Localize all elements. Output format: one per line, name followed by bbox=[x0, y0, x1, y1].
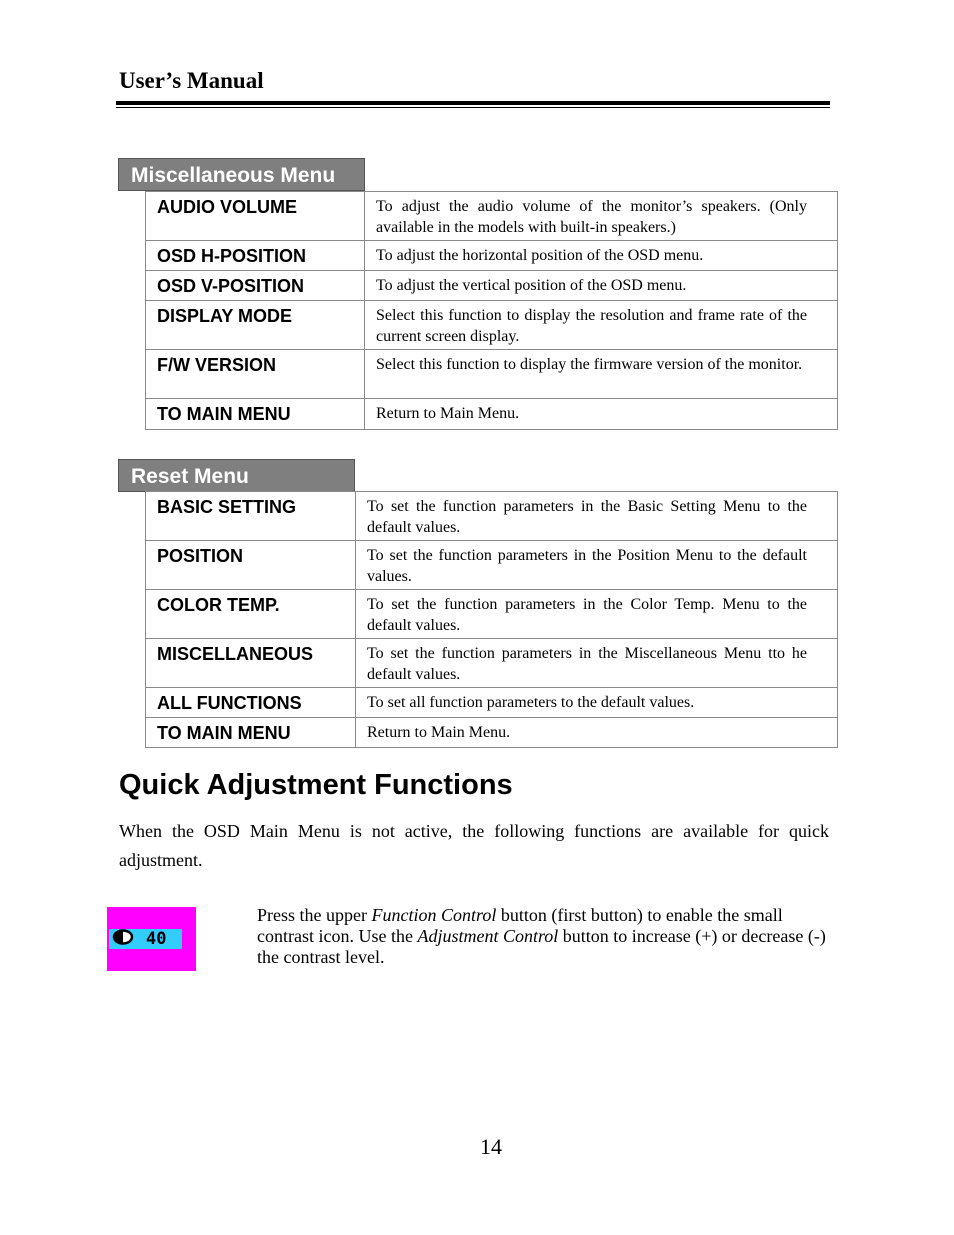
desc-text: button (first button) to enable the small contrast icon. Use the bbox=[257, 905, 783, 946]
table-row bbox=[146, 271, 838, 301]
menu-item-key: MISCELLANEOUS bbox=[146, 639, 356, 688]
menu-item-key: ALL FUNCTIONS bbox=[146, 688, 356, 718]
osd-contrast-value: 40 bbox=[146, 929, 167, 949]
menu-item-desc: Select this function to display the resolution and frame rate of the current screen display. bbox=[365, 301, 838, 350]
header-rule-thick bbox=[116, 101, 830, 105]
desc-text: Press the upper bbox=[257, 905, 372, 925]
contrast-icon bbox=[112, 929, 134, 950]
menu-item-desc: To adjust the audio volume of the monitor’s speakers. (Only available in the models with built-in speakers.) bbox=[365, 192, 838, 241]
menu-item-key: TO MAIN MENU bbox=[146, 399, 365, 430]
table-row bbox=[146, 590, 838, 639]
menu-item-key: BASIC SETTING bbox=[146, 492, 356, 541]
menu-item-key: F/W VERSION bbox=[146, 350, 365, 399]
menu-item-desc: To adjust the vertical position of the OSD menu. bbox=[365, 271, 838, 301]
reset-menu-title: Reset Menu bbox=[118, 459, 355, 492]
menu-item-key: OSD V-POSITION bbox=[146, 271, 365, 301]
table-row bbox=[146, 241, 838, 271]
desc-text: button to increase (+) or decrease (-) the contrast level. bbox=[257, 926, 826, 967]
table-row bbox=[146, 350, 838, 399]
page-number: 14 bbox=[480, 1134, 502, 1159]
menu-item-desc: To set the function parameters in the Color Temp. Menu to the default values. bbox=[356, 590, 838, 639]
table-row bbox=[146, 399, 838, 430]
header-rule-thin bbox=[116, 107, 830, 108]
menu-item-desc: To set the function parameters in the Miscellaneous Menu tto he default values. bbox=[356, 639, 838, 688]
table-row bbox=[146, 639, 838, 688]
menu-item-desc: To set the function parameters in the Position Menu to the default values. bbox=[356, 541, 838, 590]
misc-menu-title: Miscellaneous Menu bbox=[118, 158, 365, 191]
menu-item-desc: Return to Main Menu. bbox=[365, 399, 838, 430]
osd-contrast-preview bbox=[107, 907, 196, 971]
misc-menu-table bbox=[145, 191, 838, 430]
menu-item-desc: Return to Main Menu. bbox=[356, 718, 838, 748]
table-row bbox=[146, 718, 838, 748]
menu-item-key: DISPLAY MODE bbox=[146, 301, 365, 350]
menu-item-key: TO MAIN MENU bbox=[146, 718, 356, 748]
manual-header-title: User’s Manual bbox=[119, 68, 264, 93]
menu-item-desc: To set the function parameters in the Basic Setting Menu to the default values. bbox=[356, 492, 838, 541]
menu-item-desc: To adjust the horizontal position of the OSD menu. bbox=[365, 241, 838, 271]
table-row bbox=[146, 541, 838, 590]
menu-item-desc: Select this function to display the firmware version of the monitor. bbox=[365, 350, 838, 399]
table-row bbox=[146, 301, 838, 350]
menu-item-key: OSD H-POSITION bbox=[146, 241, 365, 271]
table-row bbox=[146, 492, 838, 541]
menu-item-key: AUDIO VOLUME bbox=[146, 192, 365, 241]
quick-adjustment-title: Quick Adjustment Functions bbox=[119, 769, 513, 801]
menu-item-key: COLOR TEMP. bbox=[146, 590, 356, 639]
quick-adjustment-description bbox=[257, 905, 827, 968]
reset-menu-table bbox=[145, 491, 838, 748]
menu-item-desc: To set all function parameters to the default values. bbox=[356, 688, 838, 718]
quick-adjustment-intro: When the OSD Main Menu is not active, the following functions are available for quick adjustment. bbox=[119, 821, 829, 870]
function-control-term: Function Control bbox=[371, 905, 497, 925]
adjustment-control-term: Adjustment Control bbox=[417, 926, 559, 946]
menu-item-key: POSITION bbox=[146, 541, 356, 590]
table-row bbox=[146, 192, 838, 241]
osd-contrast-strip bbox=[109, 929, 182, 949]
table-row bbox=[146, 688, 838, 718]
